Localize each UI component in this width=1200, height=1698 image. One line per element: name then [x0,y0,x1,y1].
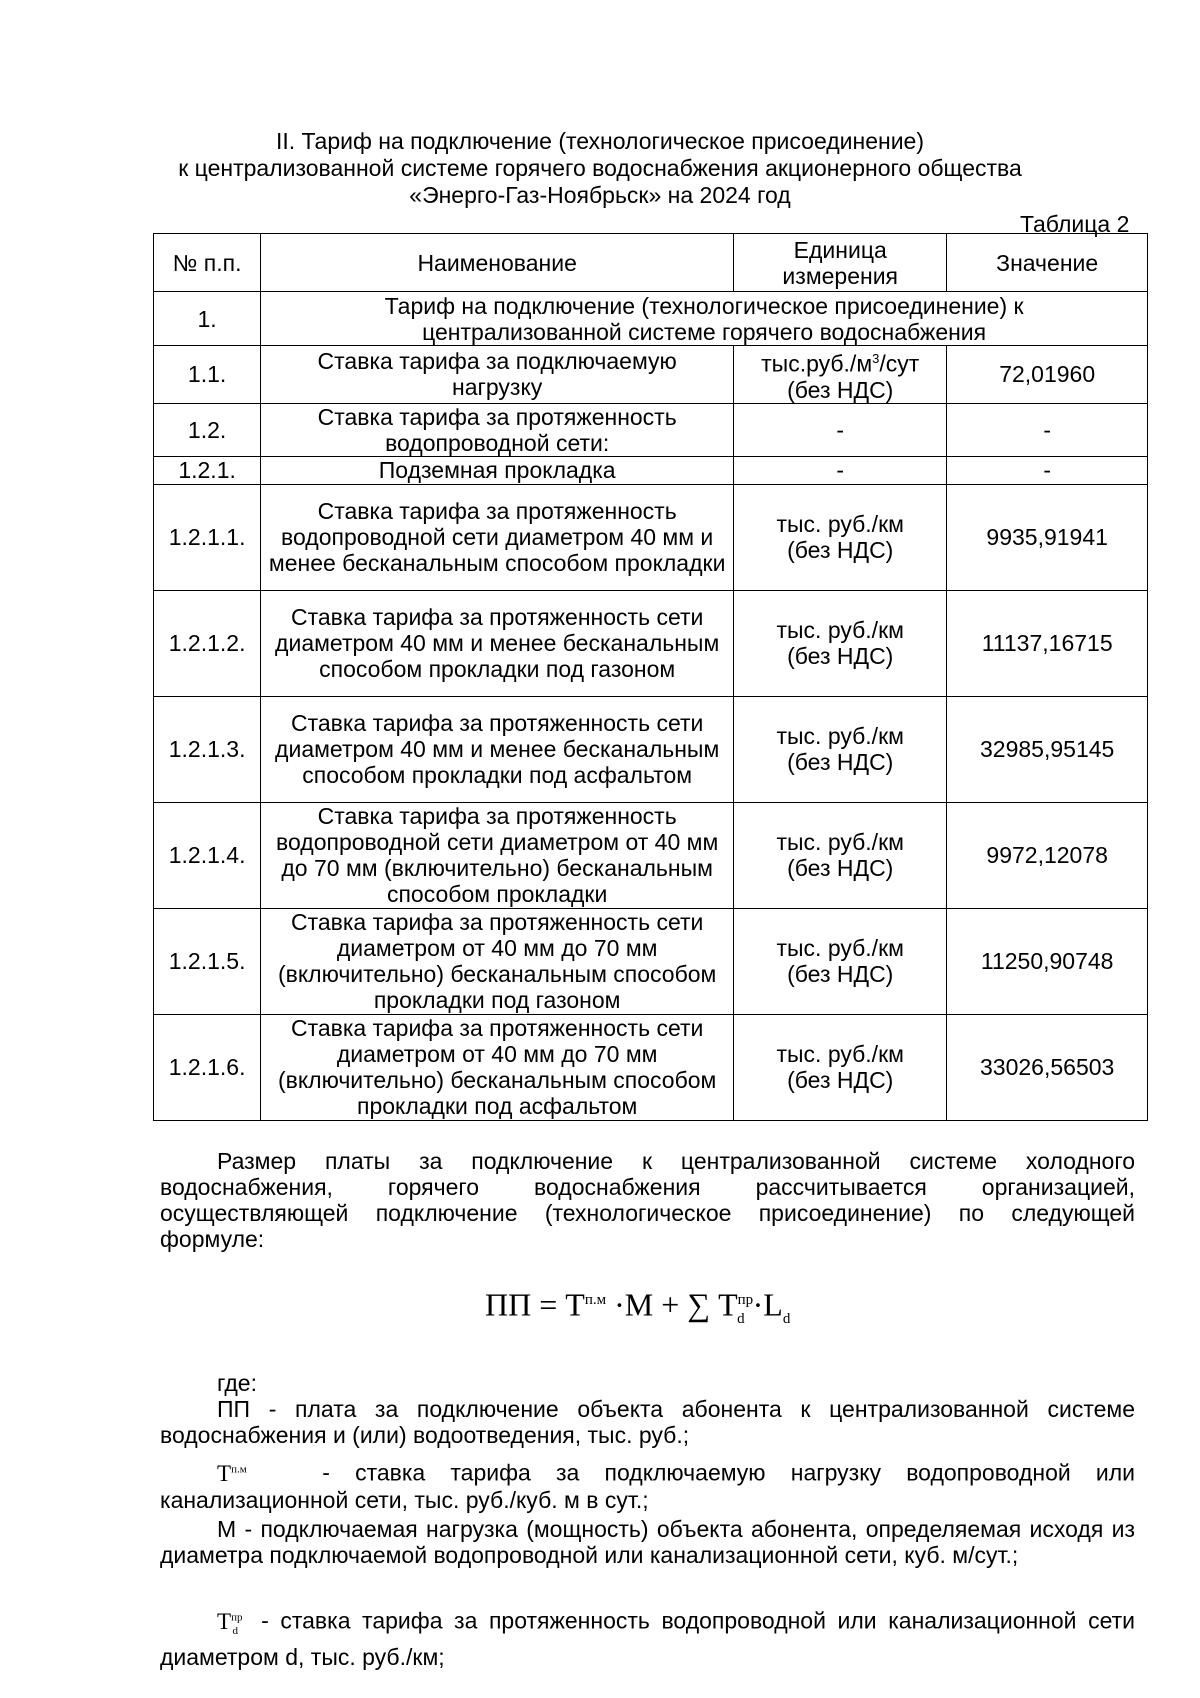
cell-value: 33026,56503 [947,1014,1148,1120]
cell-name: Подземная прокладка [261,456,734,484]
table-row [154,484,1148,590]
where-label: где: [217,1370,257,1396]
formula-t: Т [565,1286,585,1323]
cell-name: Ставка тарифа за протяженность сети диаметром от 40 мм до 70 мм (включительно) бесканальным способом прокладки под газоном [261,908,734,1014]
cell-value: 11137,16715 [947,590,1148,696]
cell-value: - [947,403,1148,456]
table-caption: Таблица 2 [1020,211,1130,237]
formula-mid: ·М + ∑ Т [614,1286,738,1323]
cell-name: Ставка тарифа за протяженность сети диаметром 40 мм и менее бесканальным способом прокладки под асфальтом [261,696,734,802]
cell-num: 1.2.1.5. [154,908,261,1014]
formula-t-sup: п.м [584,1292,607,1308]
cell-value: 9972,12078 [947,802,1148,908]
cell-name: Ставка тарифа за подключаемую нагрузку [261,346,734,404]
table-row [154,908,1148,1014]
table-section-row [154,292,1148,346]
cell-unit: тыс. руб./км (без НДС) [734,590,947,696]
cell-num: 1. [154,292,261,346]
table-row [154,802,1148,908]
cell-value: 11250,90748 [947,908,1148,1014]
formula-tail: ·L [752,1286,783,1323]
title-line-1: II. Тариф на подключение (технологическое присоединение) [275,128,925,154]
formula-lhs: ПП [485,1286,532,1323]
formula-l-sub: d [782,1311,791,1328]
table-row [154,696,1148,802]
formula-td-sup: пр [737,1292,754,1308]
cell-value: 72,01960 [947,346,1148,404]
cell-unit: - [734,403,947,456]
cell-num: 1.2. [154,403,261,456]
cell-unit: тыс. руб./км (без НДС) [734,802,947,908]
cell-value: 9935,91941 [947,484,1148,590]
header-num: № п.п. [154,234,261,292]
header-value: Значение [947,234,1148,292]
symbol-tpr: $Т^{пр}_d$ [217,1608,243,1638]
formula-eq: = [539,1286,558,1323]
cell-unit: - [734,456,947,484]
definition-pp: ПП - плата за подключение объекта абонента к централизованной системе водоснабжения и (или) водоотведения, тыс. руб.; [160,1396,1135,1448]
cell-unit: тыс. руб./км (без НДС) [734,484,947,590]
table-header-row [154,234,1148,292]
cell-num: 1.2.1.1. [154,484,261,590]
page-title [0,128,1200,209]
definition-m: М - подключаемая нагрузка (мощность) объекта абонента, определяемая исходя из диаметра подключаемой водопроводной или канализационной сети, куб. м/сут.; [160,1516,1135,1568]
cell-unit: тыс. руб./км (без НДС) [734,908,947,1014]
intro-paragraph: Размер платы за подключение к централизованной системе холодного водоснабжения, горячего водоснабжения рассчитывается организацией, осуществляющей подключение (технологическое присоединение) по следующей формуле: [160,1148,1135,1252]
cell-value: 32985,95145 [947,696,1148,802]
definition-tpr [160,1604,1135,1670]
cell-name: Ставка тарифа за протяженность водопроводной сети: [261,403,734,456]
cell-section-text: Тариф на подключение (технологическое присоединение) к централизованной системе горячего водоснабжения [261,292,1148,346]
cell-unit: тыс. руб./км (без НДС) [734,696,947,802]
payment-formula [485,1280,790,1339]
cell-name: Ставка тарифа за протяженность сети диаметром 40 мм и менее бесканальным способом прокладки под газоном [261,590,734,696]
definition-tpm [160,1456,1135,1513]
cell-value: - [947,456,1148,484]
cell-num: 1.2.1.2. [154,590,261,696]
table-row [154,403,1148,456]
formula-td-sub: d [737,1311,745,1328]
tariff-table [153,233,1148,1121]
table-row [154,590,1148,696]
definition-tpr-text: - ставка тарифа за протяженность водопроводной или канализационной сети диаметром d, тыс. руб./км; [160,1607,1136,1671]
cell-num: 1.2.1.3. [154,696,261,802]
cell-num: 1.2.1.6. [154,1014,261,1120]
header-name: Наименование [261,234,734,292]
table-row [154,346,1148,404]
cell-num: 1.2.1.4. [154,802,261,908]
cell-name: Ставка тарифа за протяженность сети диаметром от 40 мм до 70 мм (включительно) бесканальным способом прокладки под асфальтом [261,1014,734,1120]
title-line-2: к централизованной системе горячего водоснабжения акционерного общества [178,155,1022,181]
cell-num: 1.1. [154,346,261,404]
cell-name: Ставка тарифа за протяженность водопроводной сети диаметром от 40 мм до 70 мм (включительно) бесканальным способом прокладки [261,802,734,908]
symbol-tpm: $Т^{п.м}$ [217,1460,247,1486]
table-row [154,456,1148,484]
header-unit: Единица измерения [734,234,947,292]
definition-tpm-text: - ставка тарифа за подключаемую нагрузку водопроводной или канализационной сети, тыс. руб./куб. м в сут.; [160,1459,1136,1513]
title-line-3: «Энерго-Газ-Ноябрьск» на 2024 год [409,182,791,208]
cell-name: Ставка тарифа за протяженность водопроводной сети диаметром 40 мм и менее бесканальным способом прокладки [261,484,734,590]
cell-num: 1.2.1. [154,456,261,484]
cell-unit: тыс. руб./км (без НДС) [734,1014,947,1120]
table-row [154,1014,1148,1120]
cell-unit: $тыс.руб./м^3$/сут (без НДС) [734,346,947,404]
